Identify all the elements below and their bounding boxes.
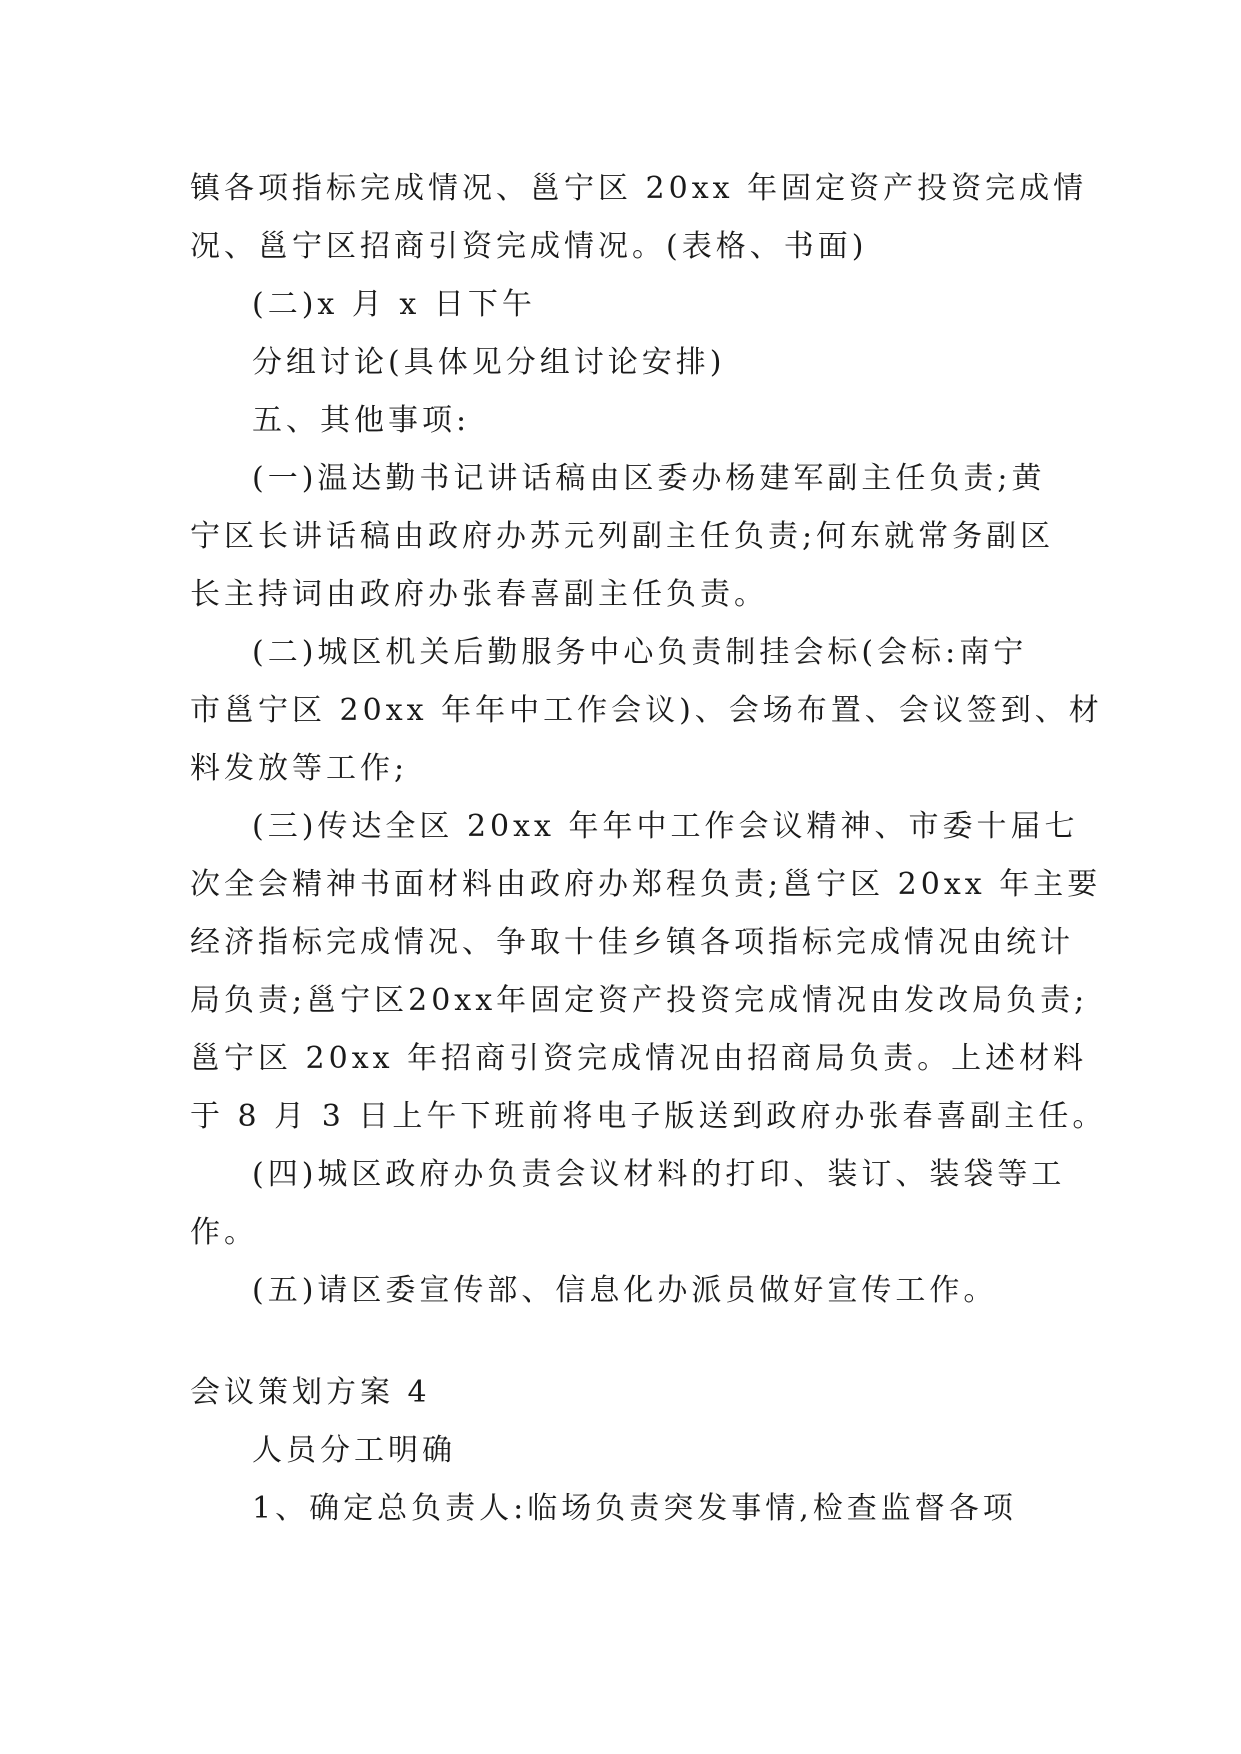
text-line: (二)城区机关后勤服务中心负责制挂会标(会标:南宁 (252, 635, 1028, 670)
text-line: 作。 (190, 1215, 258, 1250)
text-line: 次全会精神书面材料由政府办郑程负责;邕宁区 20xx 年主要 (190, 867, 1102, 902)
text-line: 经济指标完成情况、争取十佳乡镇各项指标完成情况由统计 (190, 925, 1074, 960)
text-line: (五)请区委宣传部、信息化办派员做好宣传工作。 (252, 1273, 998, 1308)
text-line: (一)温达勤书记讲话稿由区委办杨建军副主任负责;黄 (252, 461, 1046, 496)
paragraph-group-discussion (190, 334, 1050, 392)
paragraph-indicator-summary (190, 160, 1088, 276)
text-line: 料发放等工作; (190, 751, 409, 786)
paragraph-item-2 (190, 624, 1103, 798)
paragraph-item-3 (190, 798, 1107, 1146)
text-line: 况、邕宁区招商引资完成情况。(表格、书面) (190, 229, 868, 264)
paragraph-item-5 (190, 1262, 1050, 1320)
text-line: (四)城区政府办负责会议材料的打印、装订、装袋等工 (252, 1157, 1066, 1192)
paragraph-chief-responsible (190, 1480, 1050, 1538)
text-line: 五、其他事项: (252, 403, 471, 438)
text-line: (二)x 月 x 日下午 (252, 287, 536, 322)
text-line: 会议策划方案 4 (190, 1375, 431, 1410)
text-line: 分组讨论(具体见分组讨论安排) (252, 345, 726, 380)
paragraph-item-1 (190, 450, 1055, 624)
text-line: 宁区长讲话稿由政府办苏元列副主任负责;何东就常务副区 (190, 519, 1055, 554)
section-heading-other-matters (190, 392, 1050, 450)
section-title-plan-4 (190, 1364, 1050, 1422)
paragraph-item-4 (190, 1146, 1066, 1262)
text-line: 于 8 月 3 日上午下班前将电子版送到政府办张春喜副主任。 (190, 1099, 1107, 1134)
text-line: (三)传达全区 20xx 年年中工作会议精神、市委十届七 (252, 809, 1079, 844)
section-spacer (190, 1320, 1050, 1364)
text-line: 人员分工明确 (252, 1433, 456, 1468)
text-line: 局负责;邕宁区20xx年固定资产投资完成情况由发改局负责; (190, 983, 1089, 1018)
paragraph-staff-division (190, 1422, 1050, 1480)
text-line: 长主持词由政府办张春喜副主任负责。 (190, 577, 768, 612)
text-line: 邕宁区 20xx 年招商引资完成情况由招商局负责。上述材料 (190, 1041, 1088, 1076)
document-body (190, 160, 1107, 1538)
paragraph-session-time (190, 276, 1050, 334)
text-line: 1、确定总负责人:临场负责突发事情,检查监督各项 (252, 1491, 1017, 1526)
text-line: 市邕宁区 20xx 年年中工作会议)、会场布置、会议签到、材 (190, 693, 1103, 728)
text-line: 镇各项指标完成情况、邕宁区 20xx 年固定资产投资完成情 (190, 171, 1088, 206)
